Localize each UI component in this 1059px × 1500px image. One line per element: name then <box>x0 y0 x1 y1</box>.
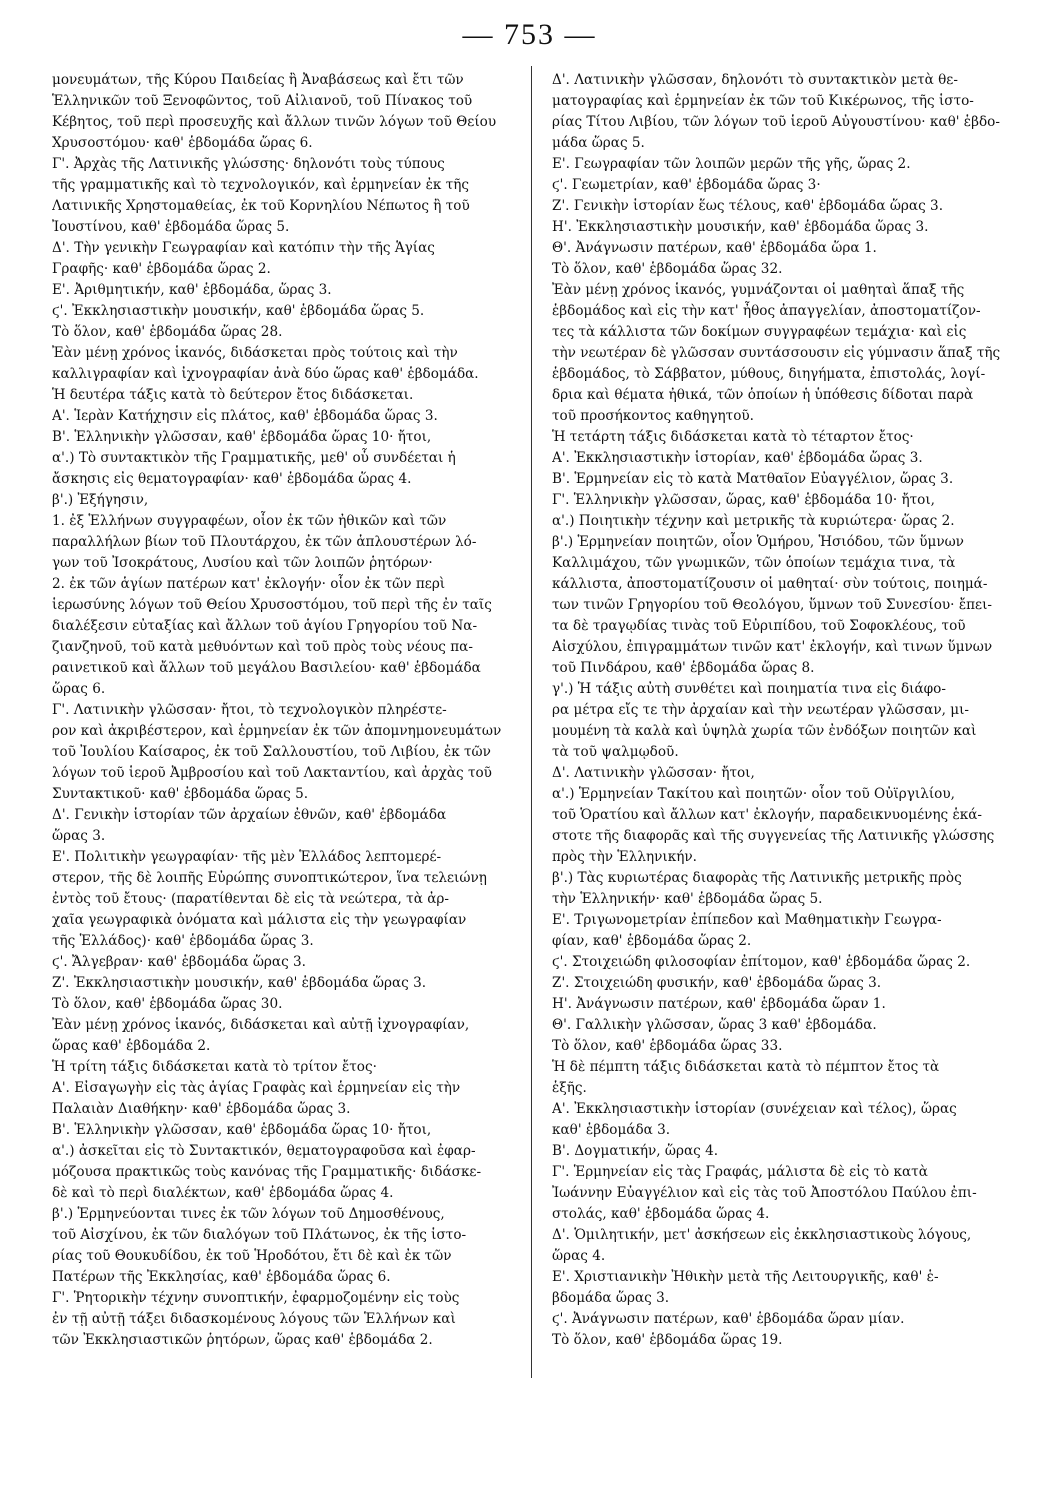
text-line: Α'. Ἱερὰν Κατήχησιν εἰς πλάτος, καθ' ἑβδομάδα ὥρας 3. <box>52 408 438 424</box>
text-line: Ζ'. Στοιχειώδη φυσικήν, καθ' ἑβδομάδα ὥρας 3. <box>552 975 882 991</box>
text-line: Τὸ ὅλον, καθ' ἑβδομάδα ὥρας 33. <box>552 1038 783 1054</box>
text-line: Α'. Ἐκκλησιαστικὴν ἱστορίαν, καθ' ἑβδομάδα ὥρας 3. <box>552 450 923 466</box>
text-line: ρίας Τίτου Λιβίου, τῶν λόγων τοῦ ἱεροῦ Αὐγουστίνου· καθ' ἑβδο- <box>552 114 1000 130</box>
text-line: Δ'. Τὴν γενικὴν Γεωγραφίαν καὶ κατόπιν τὴν τῆς Ἁγίας <box>52 240 435 256</box>
text-line: μόζουσα πρακτικῶς τοὺς κανόνας τῆς Γραμματικῆς· διδάσκε- <box>52 1164 482 1180</box>
text-line: Α'. Ἐκκλησιαστικὴν ἱστορίαν (συνέχειαν καὶ τέλος), ὥρας <box>552 1101 957 1117</box>
text-line: Τὸ ὅλον, καθ' ἑβδομάδα ὥρας 28. <box>52 324 283 340</box>
text-line: ϛ'. Στοιχειώδη φιλοσοφίαν ἐπίτομον, καθ' ἑβδομάδα ὥρας 2. <box>552 954 971 970</box>
text-line: τοῦ Ἰουλίου Καίσαρος, ἐκ τοῦ Σαλλουστίου, τοῦ Λιβίου, ἐκ τῶν <box>52 744 491 760</box>
text-line: ὥρας καθ' ἑβδομάδα 2. <box>52 1038 211 1054</box>
text-line: ἑβδομάδος καὶ εἰς τὴν κατ' ἦθος ἀπαγγελίαν, ἀποστοματίζον- <box>552 303 981 319</box>
text-line: Γ'. Λατινικὴν γλῶσσαν· ἤτοι, τὸ τεχνολογικὸν πληρέστε- <box>52 702 447 718</box>
text-line: μουμένη τὰ καλὰ καὶ ὑψηλὰ χωρία τῶν ἐνδόξων ποιητῶν καὶ <box>552 723 977 739</box>
text-line: Ἰωάννην Εὐαγγέλιον καὶ εἰς τὰς τοῦ Ἀποστόλου Παύλου ἐπι- <box>552 1185 977 1201</box>
text-line: ραινετικοῦ καὶ ἄλλων τοῦ μεγάλου Βασιλείου· καθ' ἑβδομάδα <box>52 660 481 676</box>
text-line: Γραφῆς· καθ' ἑβδομάδα ὥρας 2. <box>52 261 271 277</box>
right-column <box>552 70 1009 1351</box>
text-line: ἑξῆς. <box>552 1080 587 1096</box>
text-line: Χρυσοστόμου· καθ' ἑβδομάδα ὥρας 6. <box>52 135 313 151</box>
text-line: τὰ τοῦ ψαλμῳδοῦ. <box>552 744 679 760</box>
text-line: Γ'. Ἀρχὰς τῆς Λατινικῆς γλώσσης· δηλονότι τοὺς τύπους <box>52 156 445 172</box>
text-line: τῶν Ἐκκλησιαστικῶν ῥητόρων, ὥρας καθ' ἑβδομάδα 2. <box>52 1332 433 1348</box>
text-line: Τὸ ὅλον, καθ' ἑβδομάδα ὥρας 30. <box>52 996 283 1012</box>
page-number: — 753 — <box>462 18 597 51</box>
text-line: β'.) Ἐξήγησιν, <box>52 492 149 508</box>
text-line: γ'.) Ἡ τάξις αὐτὴ συνθέτει καὶ ποιηματία τινα εἰς διάφο- <box>552 681 946 697</box>
text-line: Κέβητος, τοῦ περὶ προσευχῆς καὶ ἄλλων τινῶν λόγων τοῦ Θείου <box>52 114 497 130</box>
text-line: ρα μέτρα εἴς τε τὴν ἀρχαίαν καὶ τὴν νεωτέραν γλῶσσαν, μι- <box>552 702 970 718</box>
text-line: τοῦ προσήκοντος καθηγητοῦ. <box>552 408 754 424</box>
text-line: Λατινικῆς Χρηστομαθείας, ἐκ τοῦ Κορνηλίου Νέπωτος ἢ τοῦ <box>52 198 470 214</box>
text-line: ὥρας 6. <box>52 681 106 697</box>
text-line: πρὸς τὴν Ἑλληνικήν. <box>552 849 697 865</box>
text-line: Ἡ τρίτη τάξις διδάσκεται κατὰ τὸ τρίτον ἔτος· <box>52 1059 377 1075</box>
text-line: β'.) Ἑρμηνεύονται τινες ἐκ τῶν λόγων τοῦ Δημοσθένους, <box>52 1206 445 1222</box>
text-line: Ἡ τετάρτη τάξις διδάσκεται κατὰ τὸ τέταρτον ἔτος· <box>552 429 914 445</box>
text-line: Ἰουστίνου, καθ' ἑβδομάδα ὥρας 5. <box>52 219 290 235</box>
text-line: Τὸ ὅλον, καθ' ἑβδομάδα ὥρας 32. <box>552 261 783 277</box>
text-line: Γ'. Ῥητορικὴν τέχνην συνοπτικήν, ἐφαρμοζομένην εἰς τοὺς <box>52 1290 460 1306</box>
text-line: Β'. Ἑλληνικὴν γλῶσσαν, καθ' ἑβδομάδα ὥρας 10· ἤτοι, <box>52 1122 432 1138</box>
text-line: δρια καὶ θέματα ἠθικά, τῶν ὁποίων ἡ ὑπόθεσις δίδοται παρὰ <box>552 387 974 403</box>
text-line: Β'. Δογματικήν, ὥρας 4. <box>552 1143 719 1159</box>
text-line: τα δὲ τραγῳδίας τινὰς τοῦ Εὐριπίδου, τοῦ Σοφοκλέους, τοῦ <box>552 618 966 634</box>
text-line: α'.) Τὸ συντακτικὸν τῆς Γραμματικῆς, μεθ' οὗ συνδέεται ἡ <box>52 450 456 466</box>
text-line: τοῦ Αἰσχίνου, ἐκ τῶν διαλόγων τοῦ Πλάτωνος, ἐκ τῆς ἱστο- <box>52 1227 467 1243</box>
text-line: Παλαιὰν Διαθήκην· καθ' ἑβδομάδα ὥρας 3. <box>52 1101 351 1117</box>
text-line: ρον καὶ ἀκριβέστερον, καὶ ἑρμηνείαν ἐκ τῶν ἀπομνημονευμάτων <box>52 723 502 739</box>
text-line: 2. ἐκ τῶν ἁγίων πατέρων κατ' ἐκλογήν· οἷον ἐκ τῶν περὶ <box>52 576 446 592</box>
text-line: α'.) Ἑρμηνείαν Τακίτου καὶ ποιητῶν· οἷον τοῦ Οὐϊργιλίου, <box>552 786 955 802</box>
text-line: 1. ἐξ Ἑλλήνων συγγραφέων, οἷον ἐκ τῶν ἠθικῶν καὶ τῶν <box>52 513 447 529</box>
text-line: Γ'. Ἑρμηνείαν εἰς τὰς Γραφάς, μάλιστα δὲ εἰς τὸ κατὰ <box>552 1164 928 1180</box>
text-line: α'.) Ποιητικὴν τέχνην καὶ μετρικῆς τὰ κυριώτερα· ὥρας 2. <box>552 513 955 529</box>
text-line: Ἡ δευτέρα τάξις κατὰ τὸ δεύτερον ἔτος διδάσκεται. <box>52 387 414 403</box>
text-line: Τὸ ὅλον, καθ' ἑβδομάδα ὥρας 19. <box>552 1332 783 1348</box>
text-line: Ε'. Τριγωνομετρίαν ἐπίπεδον καὶ Μαθηματικὴν Γεωγρα- <box>552 912 942 928</box>
text-line: ϛ'. Γεωμετρίαν, καθ' ἑβδομάδα ὥρας 3· <box>552 177 821 193</box>
text-line: ϛ'. Ἐκκλησιαστικὴν μουσικήν, καθ' ἑβδομάδα ὥρας 5. <box>52 303 425 319</box>
text-line: ὥρας 3. <box>52 828 106 844</box>
text-line: ϛ'. Ἄλγεβραν· καθ' ἑβδομάδα ὥρας 3. <box>52 954 306 970</box>
text-line: καλλιγραφίαν καὶ ἰχνογραφίαν ἀνὰ δύο ὥρας καθ' ἑβδομάδα. <box>52 366 479 382</box>
text-line: τες τὰ κάλλιστα τῶν δοκίμων συγγραφέων τεμάχια· καὶ εἰς <box>552 324 967 340</box>
text-line: Ε'. Ἀριθμητικήν, καθ' ἑβδομάδα, ὥρας 3. <box>52 282 332 298</box>
text-line: δὲ καὶ τὸ περὶ διαλέκτων, καθ' ἑβδομάδα ὥρας 4. <box>52 1185 394 1201</box>
text-line: Ἡ δὲ πέμπτη τάξις διδάσκεται κατὰ τὸ πέμπτον ἔτος τὰ <box>552 1059 940 1075</box>
text-line: Συντακτικοῦ· καθ' ἑβδομάδα ὥρας 5. <box>52 786 309 802</box>
text-line: ζιανζηνοῦ, τοῦ κατὰ μεθυόντων καὶ τοῦ πρὸς τοὺς νέους πα- <box>52 639 473 655</box>
text-line: μονευμάτων, τῆς Κύρου Παιδείας ἢ Ἀναβάσεως καὶ ἔτι τῶν <box>52 72 464 88</box>
text-line: τῆς γραμματικῆς καὶ τὸ τεχνολογικόν, καὶ ἑρμηνείαν ἐκ τῆς <box>52 177 469 193</box>
column-divider <box>531 66 532 1378</box>
text-line: Γ'. Ἑλληνικὴν γλῶσσαν, ὥρας, καθ' ἑβδομάδα 10· ἤτοι, <box>552 492 936 508</box>
text-line: Θ'. Γαλλικὴν γλῶσσαν, ὥρας 3 καθ' ἑβδομάδα. <box>552 1017 877 1033</box>
text-line: Θ'. Ἀνάγνωσιν πατέρων, καθ' ἑβδομάδα ὥρα 1. <box>552 240 877 256</box>
text-line: των τινῶν Γρηγορίου τοῦ Θεολόγου, ὕμνων τοῦ Συνεσίου· ἔπει- <box>552 597 993 613</box>
text-line: Α'. Εἰσαγωγὴν εἰς τὰς ἁγίας Γραφὰς καὶ ἑρμηνείαν εἰς τὴν <box>52 1080 461 1096</box>
text-line: Ε'. Χριστιανικὴν Ἠθικὴν μετὰ τῆς Λειτουργικῆς, καθ' ἑ- <box>552 1269 939 1285</box>
text-line: Δ'. Λατινικὴν γλῶσσαν, δηλονότι τὸ συντακτικὸν μετὰ θε- <box>552 72 958 88</box>
text-line: γων τοῦ Ἰσοκράτους, Λυσίου καὶ τῶν λοιπῶν ῥητόρων· <box>52 555 433 571</box>
text-line: Καλλιμάχου, τῶν γνωμικῶν, τῶν ὁποίων τεμάχια τινα, τὰ <box>552 555 956 571</box>
text-line: Ε'. Πολιτικὴν γεωγραφίαν· τῆς μὲν Ἑλλάδος λεπτομερέ- <box>52 849 442 865</box>
text-line: λόγων τοῦ ἱεροῦ Ἀμβροσίου καὶ τοῦ Λακταντίου, καὶ ἀρχὰς τοῦ <box>52 765 492 781</box>
text-line: ματογραφίας καὶ ἑρμηνείαν ἐκ τῶν τοῦ Κικέρωνος, τῆς ἱστο- <box>552 93 974 109</box>
text-line: β'.) Ἑρμηνείαν ποιητῶν, οἷον Ὁμήρου, Ἡσιόδου, τῶν ὕμνων <box>552 534 964 550</box>
text-line: καθ' ἑβδομάδα 3. <box>552 1122 671 1138</box>
text-line: Ἐὰν μένῃ χρόνος ἱκανός, διδάσκεται καὶ αὐτῇ ἰχνογραφίαν, <box>52 1017 470 1033</box>
text-line: φίαν, καθ' ἑβδομάδα ὥρας 2. <box>552 933 752 949</box>
text-line: ρίας τοῦ Θουκυδίδου, ἐκ τοῦ Ἡροδότου, ἔτι δὲ καὶ ἐκ τῶν <box>52 1248 452 1264</box>
text-line: κάλλιστα, ἀποστοματίζουσιν οἱ μαθηταί· σὺν τούτοις, ποιημά- <box>552 576 988 592</box>
text-line: β'.) Τὰς κυριωτέρας διαφορὰς τῆς Λατινικῆς μετρικῆς πρὸς <box>552 870 962 886</box>
text-line: διαλέξεσιν εὐταξίας καὶ ἄλλων τοῦ ἁγίου Γρηγορίου τοῦ Να- <box>52 618 478 634</box>
text-line: Αἰσχύλου, ἐπιγραμμάτων τινῶν κατ' ἐκλογήν, καὶ τινων ὕμνων <box>552 639 993 655</box>
text-line: Ε'. Γεωγραφίαν τῶν λοιπῶν μερῶν τῆς γῆς, ὥρας 2. <box>552 156 911 172</box>
text-line: μάδα ὥρας 5. <box>552 135 645 151</box>
text-line: ἱερωσύνης λόγων τοῦ Θείου Χρυσοστόμου, τοῦ περὶ τῆς ἐν ταῖς <box>52 597 492 613</box>
text-line: ϛ'. Ἀνάγνωσιν πατέρων, καθ' ἑβδομάδα ὥραν μίαν. <box>552 1311 905 1327</box>
text-line: στολάς, καθ' ἑβδομάδα ὥρας 4. <box>552 1206 770 1222</box>
left-column <box>52 70 509 1351</box>
text-line: τοῦ Πινδάρου, καθ' ἑβδομάδα ὥρας 8. <box>552 660 815 676</box>
text-line: ὥρας 4. <box>552 1248 606 1264</box>
text-line: Δ'. Γενικὴν ἱστορίαν τῶν ἀρχαίων ἐθνῶν, καθ' ἑβδομάδα <box>52 807 447 823</box>
text-line: τοῦ Ὁρατίου καὶ ἄλλων κατ' ἐκλογήν, παραδεικνυομένης ἑκά- <box>552 807 983 823</box>
text-line: στερον, τῆς δὲ λοιπῆς Εὐρώπης συνοπτικώτερον, ἵνα τελειώνῃ <box>52 870 487 886</box>
text-line: Β'. Ἑλληνικὴν γλῶσσαν, καθ' ἑβδομάδα ὥρας 10· ἤτοι, <box>52 429 432 445</box>
text-line: Ἑλληνικῶν τοῦ Ξενοφῶντος, τοῦ Αἰλιανοῦ, τοῦ Πίνακος τοῦ <box>52 93 473 109</box>
text-line: τὴν Ἑλληνικήν· καθ' ἑβδομάδα ὥρας 5. <box>552 891 823 907</box>
text-line: ἑβδομάδος, τὸ Σάββατον, μύθους, διηγήματα, ἐπιστολάς, λογί- <box>552 366 986 382</box>
text-line: Πατέρων τῆς Ἐκκλησίας, καθ' ἑβδομάδα ὥρας 6. <box>52 1269 391 1285</box>
text-line: Ζ'. Ἐκκλησιαστικὴν μουσικήν, καθ' ἑβδομάδα ὥρας 3. <box>52 975 427 991</box>
text-line: Β'. Ἑρμηνείαν εἰς τὸ κατὰ Ματθαῖον Εὐαγγέλιον, ὥρας 3. <box>552 471 954 487</box>
text-line: Δ'. Λατινικὴν γλῶσσαν· ἤτοι, <box>552 765 755 781</box>
text-line: παραλλήλων βίων τοῦ Πλουτάρχου, ἐκ τῶν ἁπλουστέρων λό- <box>52 534 477 550</box>
text-line: Ἐὰν μένῃ χρόνος ἱκανός, γυμνάζονται οἱ μαθηταὶ ἅπαξ τῆς <box>552 282 965 298</box>
text-line: ἄσκησις εἰς θεματογραφίαν· καθ' ἑβδομάδα ὥρας 4. <box>52 471 412 487</box>
text-line: α'.) ἀσκεῖται εἰς τὸ Συντακτικόν, θεματογραφοῦσα καὶ ἐφαρ- <box>52 1143 476 1159</box>
text-line: Η'. Ἐκκλησιαστικὴν μουσικήν, καθ' ἑβδομάδα ὥρας 3. <box>552 219 929 235</box>
text-line: ἐν τῇ αὐτῇ τάξει διδασκομένους λόγους τῶν Ἑλλήνων καὶ <box>52 1311 456 1327</box>
text-line: Δ'. Ὁμιλητικήν, μετ' ἀσκήσεων εἰς ἐκκλησιαστικοὺς λόγους, <box>552 1227 972 1243</box>
text-line: ἐντὸς τοῦ ἔτους· (παρατίθενται δὲ εἰς τὰ νεώτερα, τὰ ἀρ- <box>52 891 449 907</box>
text-line: τὴν νεωτέραν δὲ γλῶσσαν συντάσσουσιν εἰς γύμνασιν ἅπαξ τῆς <box>552 345 1001 361</box>
text-line: Ἐὰν μένῃ χρόνος ἱκανός, διδάσκεται πρὸς τούτοις καὶ τὴν <box>52 345 458 361</box>
text-line: Η'. Ἀνάγνωσιν πατέρων, καθ' ἑβδομάδα ὥραν 1. <box>552 996 886 1012</box>
text-line: χαῖα γεωγραφικὰ ὀνόματα καὶ μάλιστα εἰς τὴν γεωγραφίαν <box>52 912 467 928</box>
text-line: στοτε τῆς διαφορᾶς καὶ τῆς συγγενείας τῆς Λατινικῆς γλώσσης <box>552 828 995 844</box>
text-line: τῆς Ἑλλάδος)· καθ' ἑβδομάδα ὥρας 3. <box>52 933 314 949</box>
text-line: βδομάδα ὥρας 3. <box>552 1290 670 1306</box>
text-line: Ζ'. Γενικὴν ἱστορίαν ἕως τέλους, καθ' ἑβδομάδα ὥρας 3. <box>552 198 944 214</box>
